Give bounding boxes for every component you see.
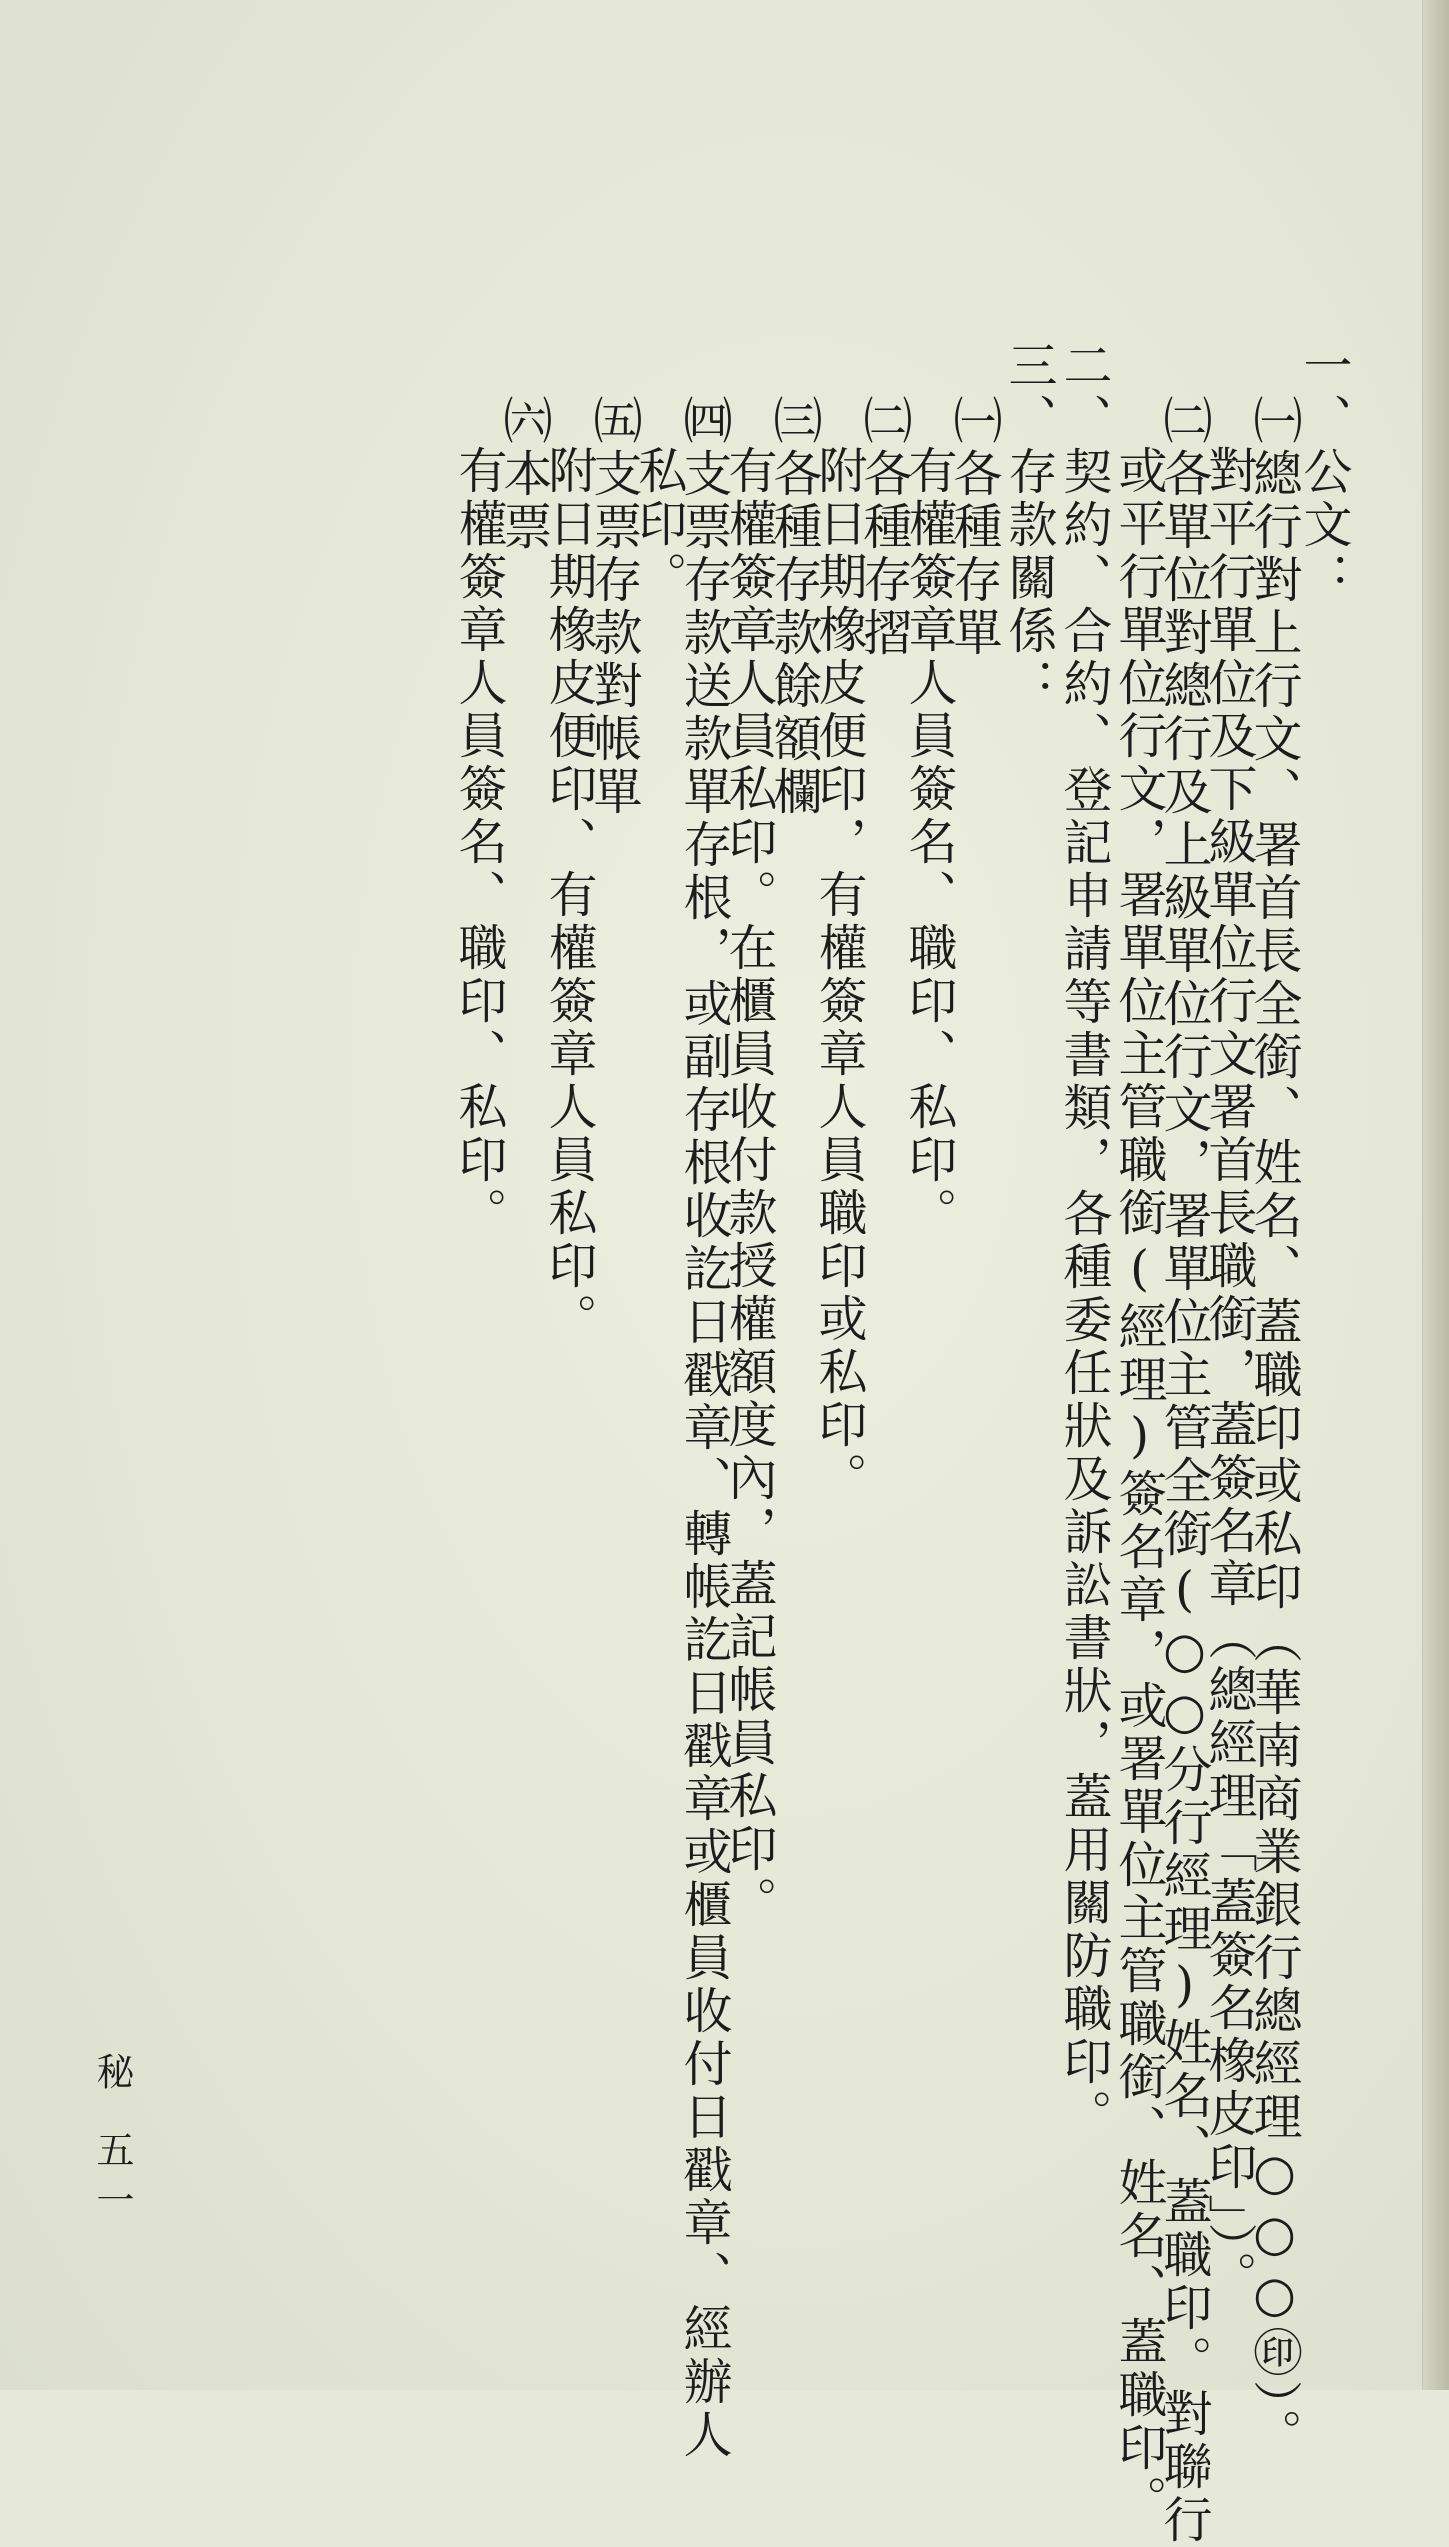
item-1-2-continued: 或平行單位行文，署單位主管職銜(經理)簽名章，或署單位主管職銜、姓名、蓋職印。	[1111, 445, 1168, 2528]
item-3-1: ㈠各種存單	[946, 395, 1003, 660]
footer-section-label: 秘	[90, 2052, 134, 2102]
heading-deposits: 三、存款關係：	[1001, 340, 1058, 711]
item-3-6-detail: 有權簽章人員簽名、職印、私印。	[451, 445, 508, 1240]
heading-official-documents: 一、公文：	[1296, 340, 1353, 605]
item-3-5-detail: 附日期橡皮便印、有權簽章人員私印。	[541, 445, 598, 1346]
item-3-4-continued: 私印。	[631, 445, 688, 604]
heading-contracts: 二、契約、合約、登記申請等書類，各種委任狀及訴訟書狀，蓋用關防職印。	[1056, 340, 1113, 2142]
item-3-3-detail: 有權簽章人員私印。在櫃員收付款授權額度內，蓋記帳員私印。	[721, 445, 778, 1929]
item-3-4: ㈣支票存款送款單存根，或副存根收訖日戳章、轉帳訖日戳章或櫃員收付日戳章、經辦人	[676, 395, 733, 2462]
item-1-1-continued: 對平行單位及下級單位行文署首長職銜，蓋簽名章（總經理「蓋簽名橡皮印」）。	[1201, 445, 1258, 2304]
item-3-5: ㈤支票存款對帳單	[586, 395, 643, 819]
item-3-3: ㈢各種存款餘額欄	[766, 395, 823, 819]
book-spine-edge	[1422, 0, 1449, 2390]
item-3-6: ㈥本票	[496, 395, 553, 554]
item-1-2: ㈡各單位對總行及上級單位行文，署單位主管全銜(○○分行經理)姓名、蓋職印。對聯行	[1156, 395, 1213, 2547]
footer-page-number: 五一	[90, 2130, 134, 2230]
item-3-2: ㈡各種存摺	[856, 395, 913, 660]
item-3-2-detail: 附日期橡皮便印，有權簽章人員職印或私印。	[811, 445, 868, 1505]
item-1-1: ㈠總行對上行文、署首長全銜、姓名、蓋職印或私印（華南商業銀行總經理○○○㊞）。	[1246, 395, 1303, 2462]
item-3-1-detail: 有權簽章人員簽名、職印、私印。	[901, 445, 958, 1240]
